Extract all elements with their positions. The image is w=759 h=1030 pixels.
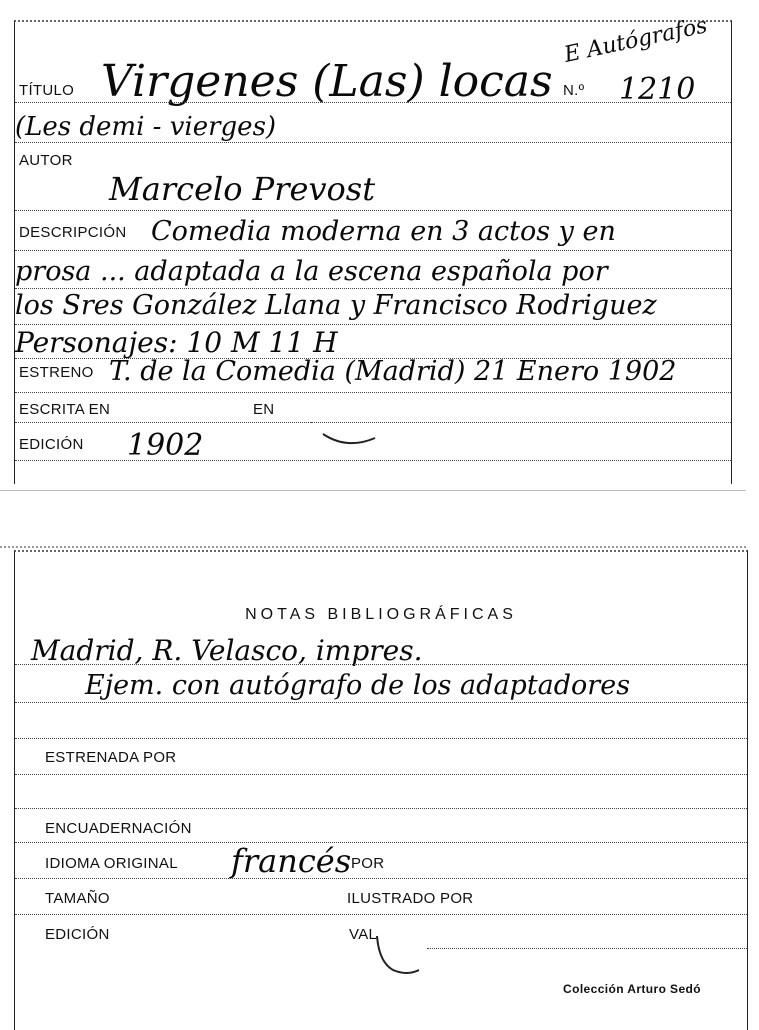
notas-heading: NOTAS BIBLIOGRÁFICAS [245,606,517,623]
descripcion-line-4: Personajes: 10 M 11 H [15,326,338,359]
en-rule [311,422,731,423]
subtitle-value: (Les demi - vierges) [15,112,277,142]
titulo-rule [15,102,731,103]
collection-footer: Colección Arturo Sedó [563,982,701,996]
notas-rule-3 [15,738,747,739]
encuadernacion-rule [15,842,747,843]
edicion-rule [15,460,731,461]
idioma-original-label: IDIOMA ORIGINAL [45,855,178,872]
notas-rule-2 [15,702,747,703]
notas-line-1: Madrid, R. Velasco, impres. [31,634,423,667]
por-label: POR [351,855,385,872]
estreno-rule [15,392,731,393]
notas-line-2: Ejem. con autógrafo de los adaptadores [85,670,631,701]
corner-note: E Autógrafos [561,13,710,68]
blank-rule [15,808,747,809]
escrita-en-label: ESCRITA EN [19,401,111,418]
autor-value: Marcelo Prevost [109,170,376,208]
tamano-label: TAMAÑO [45,890,110,907]
card-separator-line-2 [0,546,746,548]
card-separator-line [0,490,746,491]
edicion-bottom-label: EDICIÓN [45,926,110,943]
autor-label: AUTOR [19,152,73,169]
descripcion-rule-3 [15,324,731,325]
descripcion-line-1: Comedia moderna en 3 actos y en [151,216,616,247]
pen-stroke-mark-bottom [371,932,431,982]
idioma-rule [15,878,747,879]
edicion-value: 1902 [127,428,204,463]
pen-stroke-mark [321,428,381,452]
idioma-original-value: francés [231,842,352,880]
descripcion-rule-2 [15,288,731,289]
catalog-card-bottom [14,550,748,1030]
encuadernacion-label: ENCUADERNACIÓN [45,820,192,837]
autor-rule [15,210,731,211]
estrenada-rule [15,774,747,775]
numero-label: N.º [563,82,585,99]
val-label: VAL [349,926,378,943]
edicion-bottom-rule [427,948,747,949]
descripcion-line-2: prosa ... adaptada a la escena española por [15,256,608,287]
titulo-value: Virgenes (Las) locas [101,56,553,107]
descripcion-label: DESCRIPCIÓN [19,224,127,241]
escrita-rule [15,422,327,423]
notas-rule-1 [15,664,747,665]
estreno-value: T. de la Comedia (Madrid) 21 Enero 1902 [109,356,677,387]
catalog-card-top [14,13,732,484]
en-label: EN [253,401,275,418]
descripcion-rule-1 [15,250,731,251]
estreno-label: ESTRENO [19,364,94,381]
edicion-label: EDICIÓN [19,436,84,453]
tamano-rule [15,914,747,915]
estrenada-por-label: ESTRENADA POR [45,749,177,766]
descripcion-line-3: los Sres González Llana y Francisco Rodriguez [15,290,657,321]
titulo-label: TÍTULO [19,82,75,99]
ilustrado-por-label: ILUSTRADO POR [347,890,474,907]
subtitle-rule [15,142,731,143]
numero-value: 1210 [619,72,696,107]
